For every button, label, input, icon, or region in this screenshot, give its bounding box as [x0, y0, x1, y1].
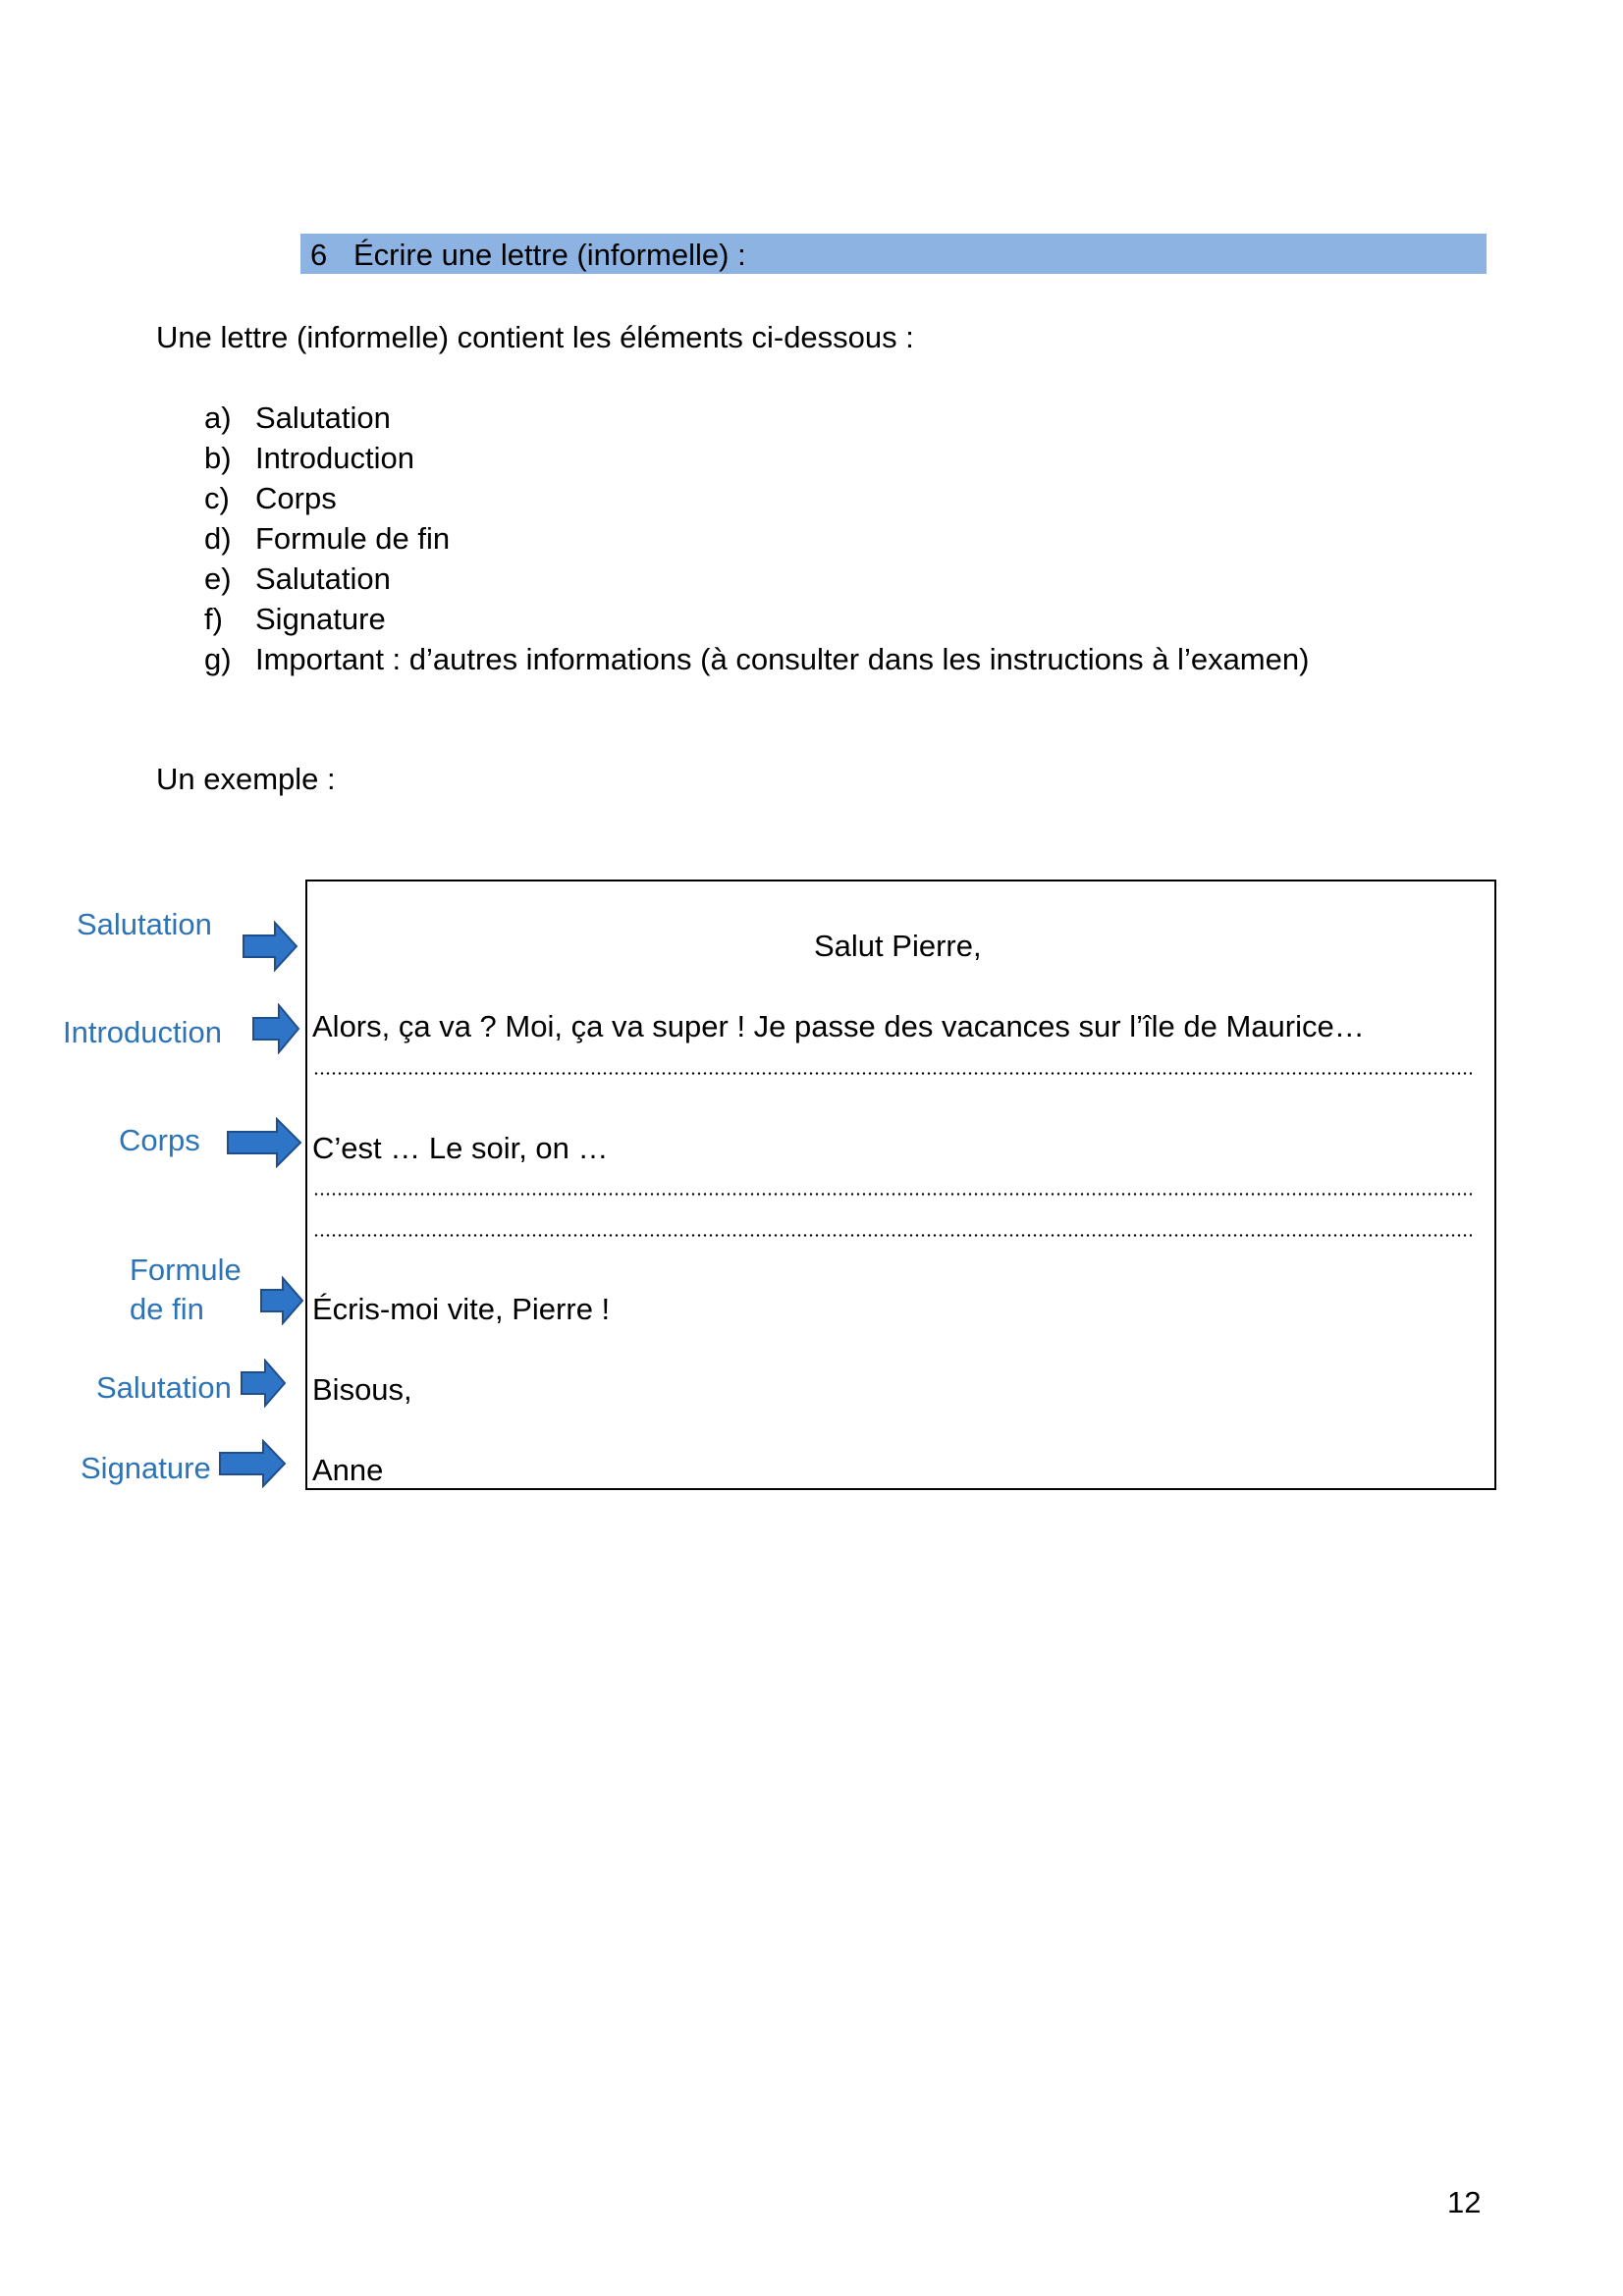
list-marker: a)	[204, 400, 232, 435]
arrow-right-icon	[218, 1439, 287, 1488]
letter-introduction: Alors, ça va ? Moi, ça va super ! Je passe des vacances sur l’île de Maurice…	[312, 1009, 1365, 1043]
arrow-right-icon	[251, 1003, 300, 1054]
list-marker: d)	[204, 521, 232, 556]
list-item	[204, 483, 337, 513]
page-number: 12	[1447, 2185, 1482, 2219]
list-item	[204, 402, 391, 433]
arrow-right-icon	[259, 1276, 304, 1325]
letter-body: C’est … Le soir, on …	[312, 1131, 609, 1165]
label-signature: Signature	[81, 1451, 211, 1485]
label-salutation-closing: Salutation	[96, 1370, 232, 1405]
dotted-line	[313, 1234, 1472, 1237]
list-text: Corps	[255, 481, 337, 515]
label-introduction: Introduction	[63, 1015, 222, 1049]
list-marker: f)	[204, 602, 223, 636]
label-corps: Corps	[119, 1123, 200, 1157]
list-item	[204, 563, 391, 594]
intro-paragraph: Une lettre (informelle) contient les éléments ci-dessous :	[156, 320, 914, 354]
list-text: Introduction	[255, 441, 414, 475]
list-text: Signature	[255, 602, 386, 636]
dotted-line	[313, 1193, 1472, 1196]
list-text: Important : d’autres informations (à consulter dans les instructions à l’examen)	[255, 642, 1310, 676]
label-formule-line2: de fin	[130, 1292, 204, 1326]
letter-example-box	[305, 880, 1496, 1490]
list-text: Formule de fin	[255, 521, 451, 556]
arrow-right-icon	[242, 921, 298, 972]
list-item	[204, 644, 1309, 674]
letter-farewell: Bisous,	[312, 1372, 412, 1407]
label-formule-line1: Formule	[130, 1253, 242, 1287]
list-text: Salutation	[255, 400, 391, 435]
list-marker: b)	[204, 441, 232, 475]
label-salutation: Salutation	[77, 907, 212, 941]
list-item	[204, 523, 450, 554]
section-heading	[300, 234, 1487, 274]
dotted-line	[313, 1072, 1472, 1075]
letter-closing-formula: Écris-moi vite, Pierre !	[312, 1292, 611, 1326]
arrow-right-icon	[226, 1117, 302, 1168]
list-marker: g)	[204, 642, 232, 676]
list-text: Salutation	[255, 561, 391, 596]
section-title: Écrire une lettre (informelle) :	[353, 238, 746, 272]
letter-signature: Anne	[312, 1453, 384, 1487]
list-marker: c)	[204, 481, 230, 515]
letter-greeting: Salut Pierre,	[814, 929, 982, 963]
list-item	[204, 443, 414, 473]
arrow-right-icon	[240, 1359, 287, 1408]
section-number: 6	[310, 238, 328, 272]
list-item	[204, 604, 386, 634]
list-marker: e)	[204, 561, 232, 596]
example-label: Un exemple :	[156, 762, 336, 796]
